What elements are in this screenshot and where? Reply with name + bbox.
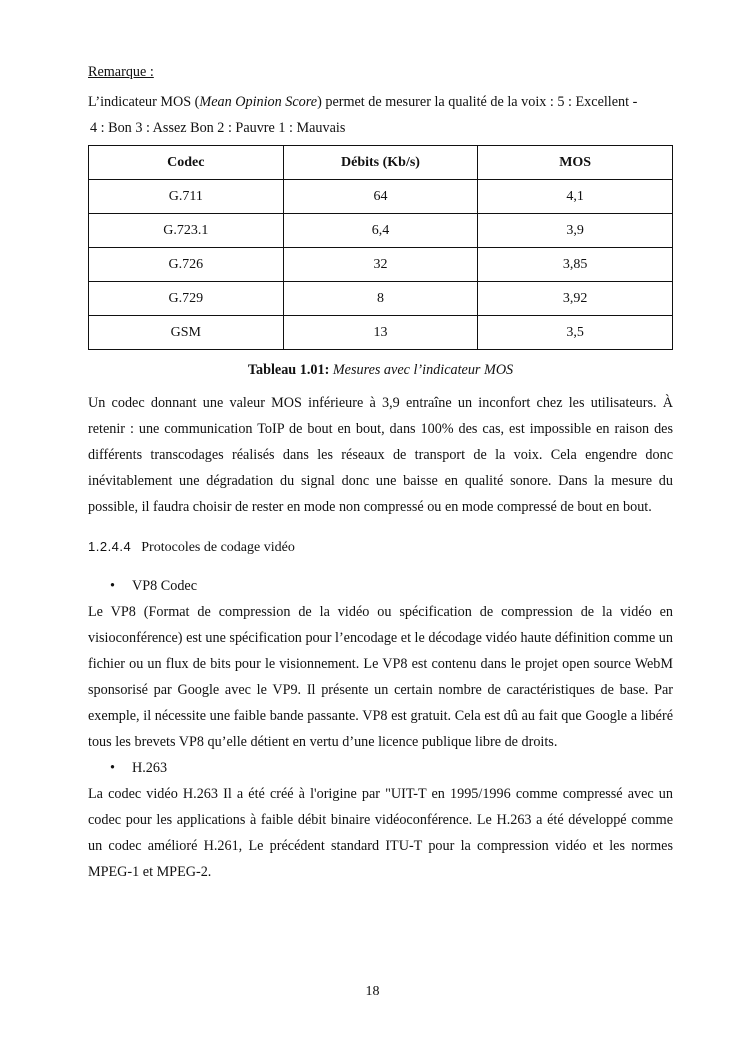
- paragraph-h263: La codec vidéo H.263 Il a été créé à l'origine par "UIT-T en 1995/1996 comme compressé avec un codec pour les applications à faible débit binaire vidéoconférence. Le H.263 a été développé comme un codec amélioré H.261, Le précédent standard ITU-T pour la compression vidéo et les normes MPEG-1 et MPEG-2.: [88, 786, 673, 880]
- bullet-item: [88, 573, 673, 599]
- cell-debit: 32: [283, 248, 478, 282]
- cell-codec: G.726: [89, 248, 284, 282]
- cell-mos: 3,85: [478, 248, 673, 282]
- bullet-label: VP8 Codec: [132, 578, 198, 594]
- bullet-item: [88, 755, 673, 781]
- table-row: [89, 248, 673, 282]
- cell-codec: G.711: [89, 180, 284, 214]
- section-number: 1.2.4.4: [88, 539, 132, 554]
- header-debits: Débits (Kb/s): [283, 146, 478, 180]
- table-row: [89, 214, 673, 248]
- mos-intro-suffix: ) permet de mesurer la qualité de la voix : 5 : Excellent -: [317, 94, 638, 110]
- remark-heading: Remarque :: [88, 64, 154, 80]
- table-row: [89, 316, 673, 350]
- document-page: [88, 62, 673, 885]
- table-caption: [88, 359, 673, 381]
- cell-codec: GSM: [89, 316, 284, 350]
- table-row: [89, 180, 673, 214]
- bullet-icon: •: [110, 760, 115, 776]
- mos-intro: [88, 89, 673, 141]
- header-codec: Codec: [89, 146, 284, 180]
- mos-scale-line: 4 : Bon 3 : Assez Bon 2 : Pauvre 1 : Mauvais: [90, 120, 346, 136]
- cell-mos: 3,92: [478, 282, 673, 316]
- cell-mos: 3,5: [478, 316, 673, 350]
- bullet-label: H.263: [132, 760, 168, 776]
- page-number: 18: [365, 984, 380, 999]
- table-row: [89, 282, 673, 316]
- paragraph-mos-conclusion: Un codec donnant une valeur MOS inférieure à 3,9 entraîne un inconfort chez les utilisateurs. À retenir : une communication ToIP de bout en bout, dans 100% des cas, est impossible en raison des différents transcodages réalisés dans les réseaux de transport de la voix. Cela engendre donc inévitablement une dégradation du signal donc une baisse en qualité sonore. Dans la mesure du possible, il faudra choisir de rester en mode non compressé ou en mode compressé de bout en bout.: [88, 395, 673, 515]
- mos-intro-prefix: L’indicateur MOS (: [88, 94, 200, 110]
- mos-intro-italic: Mean Opinion Score: [199, 94, 318, 110]
- cell-debit: 6,4: [283, 214, 478, 248]
- cell-debit: 64: [283, 180, 478, 214]
- paragraph-vp8: Le VP8 (Format de compression de la vidéo ou spécification de compression de la vidéo en visioconférence) est une spécification pour l’encodage et le décodage vidéo haute définition comme un fichier ou un flux de bits pour le visionnement. Le VP8 est contenu dans le projet open source WebM sponsorisé par Google avec le VP9. Il présente un certain nombre de caractéristiques de base. Par exemple, il nécessite une faible bande passante. VP8 est gratuit. Cela est dû au fait que Google a libéré tous les brevets VP8 qu’elle détient en vertu d’une licence publique libre de droits.: [88, 604, 673, 750]
- cell-debit: 8: [283, 282, 478, 316]
- cell-codec: G.723.1: [89, 214, 284, 248]
- cell-mos: 4,1: [478, 180, 673, 214]
- mos-table: [88, 145, 673, 350]
- table-header-row: [89, 146, 673, 180]
- cell-mos: 3,9: [478, 214, 673, 248]
- header-mos: MOS: [478, 146, 673, 180]
- bullet-icon: •: [110, 578, 115, 594]
- caption-label: Tableau 1.01:: [247, 362, 330, 378]
- cell-codec: G.729: [89, 282, 284, 316]
- section-title: Protocoles de codage vidéo: [141, 540, 295, 555]
- cell-debit: 13: [283, 316, 478, 350]
- caption-text: Mesures avec l’indicateur MOS: [332, 362, 514, 378]
- section-heading: [88, 536, 673, 559]
